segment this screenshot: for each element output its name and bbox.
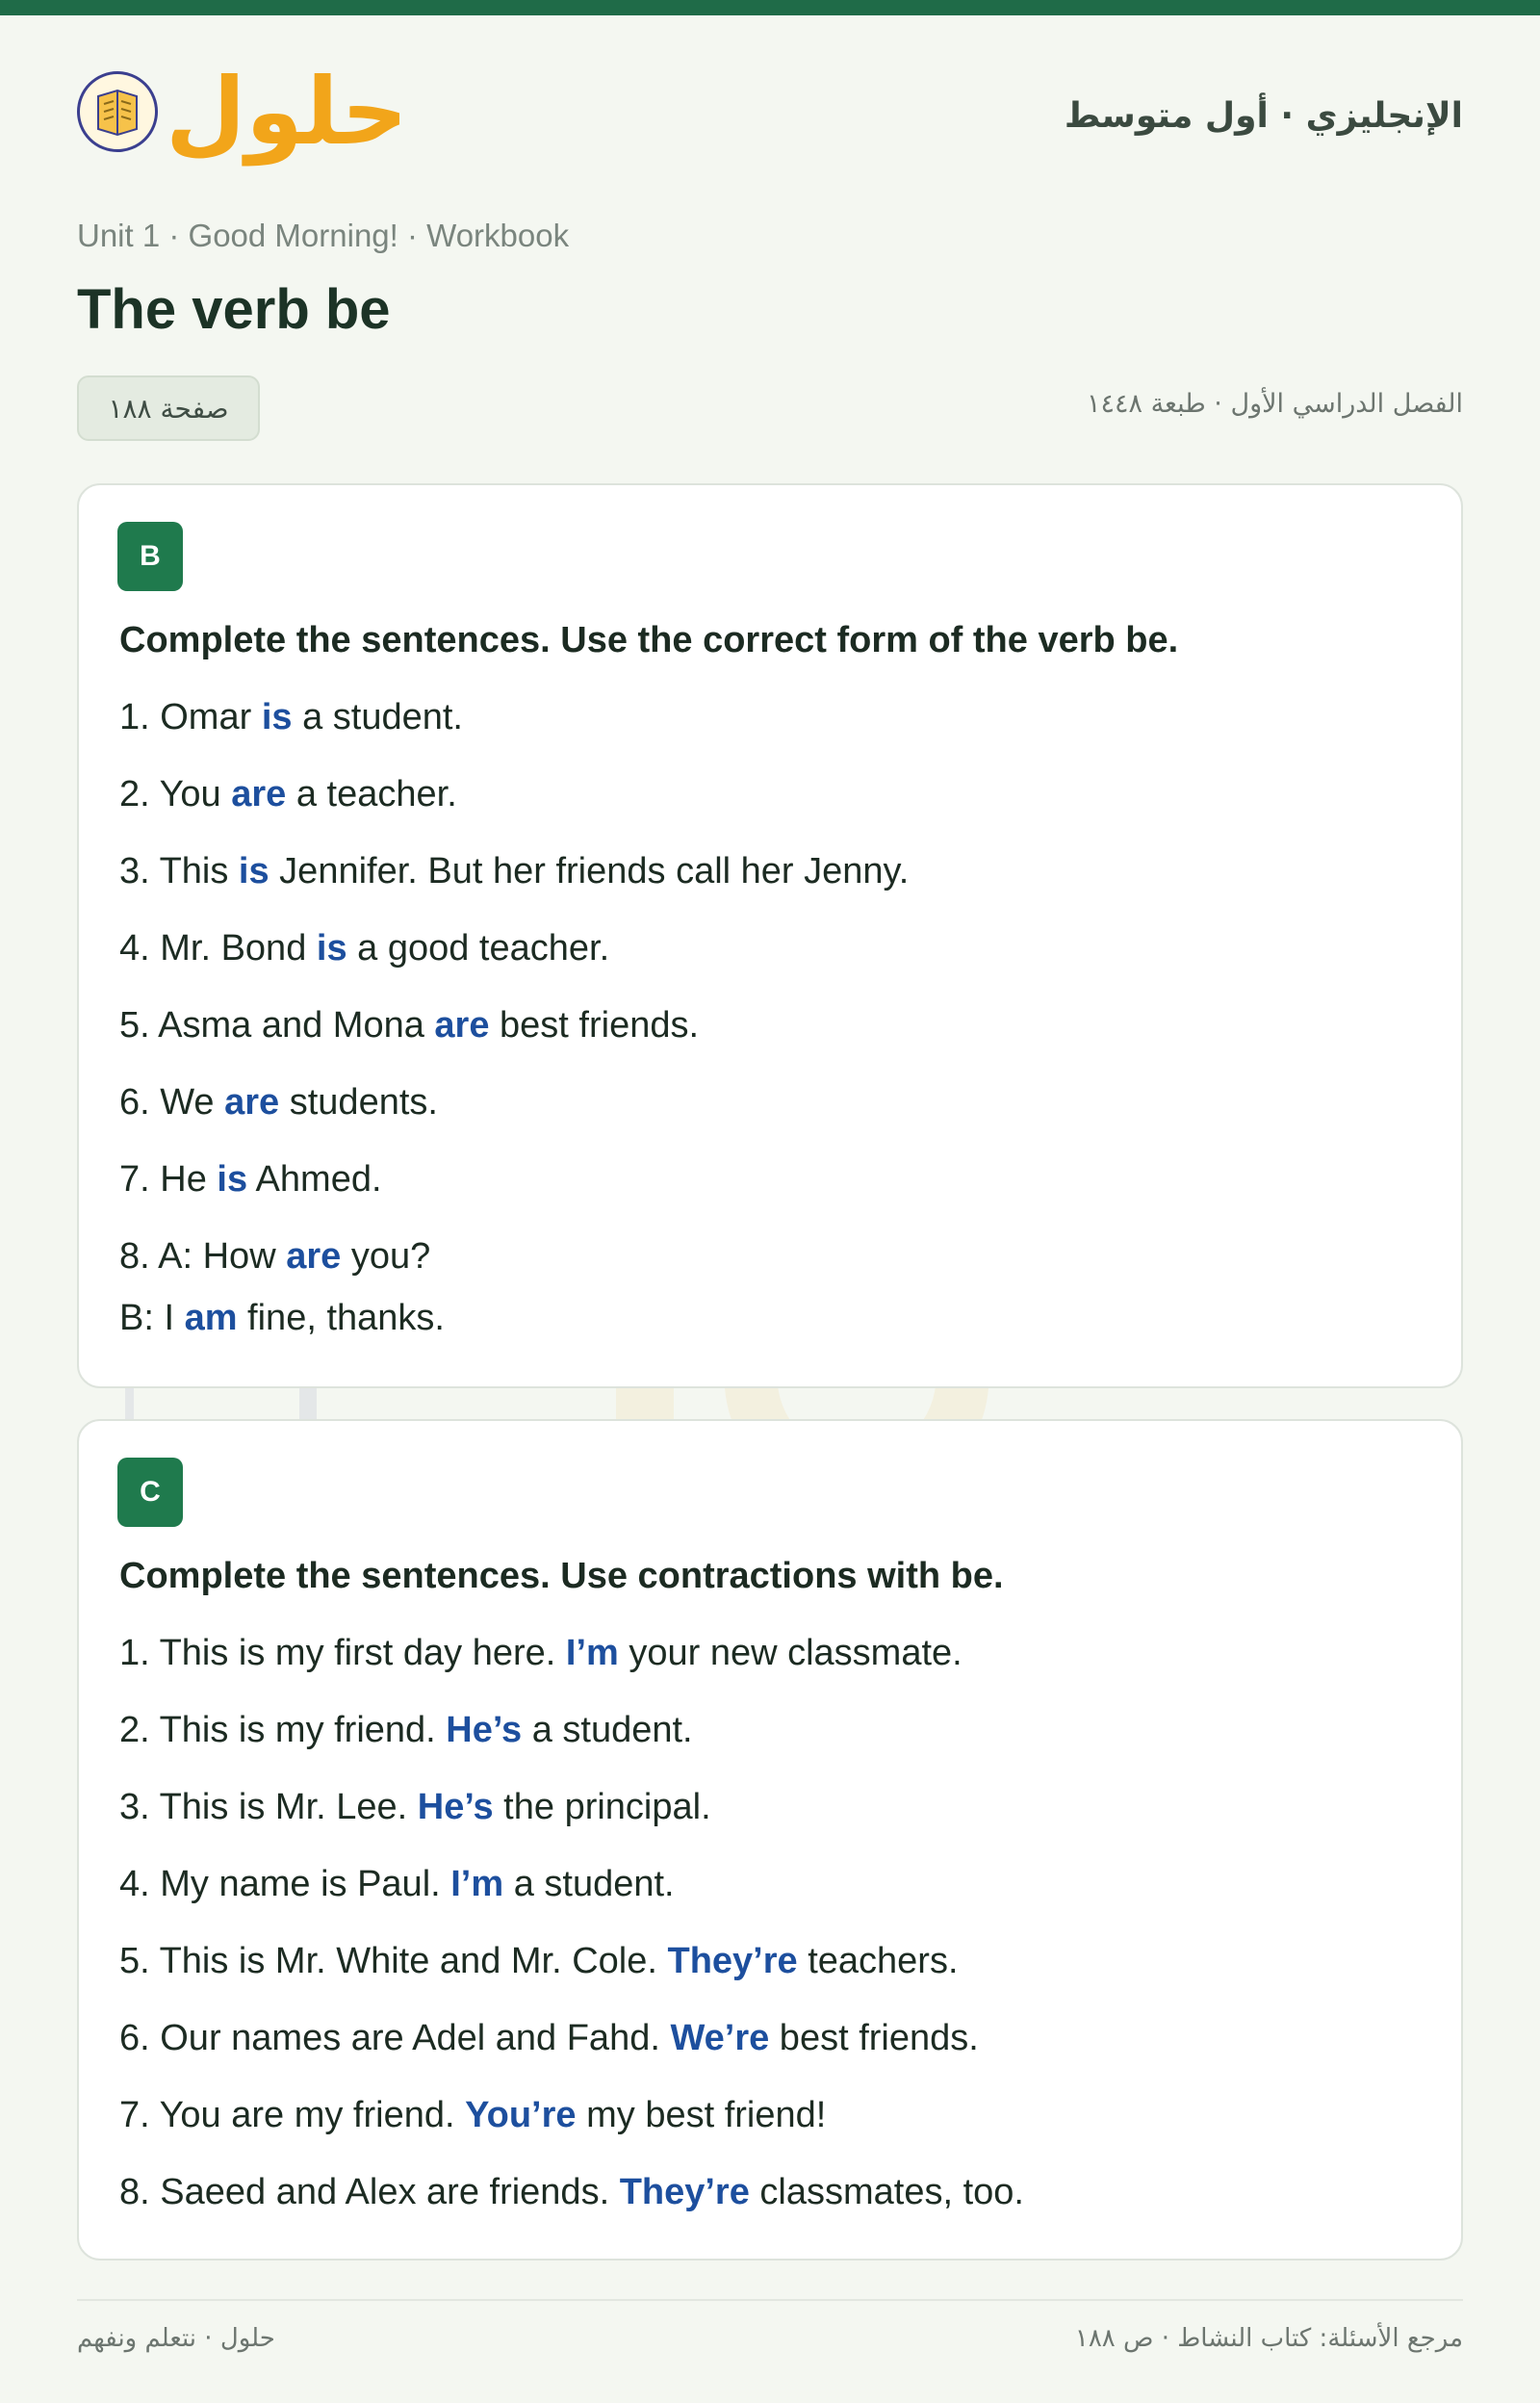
section-letter-badge: C	[117, 1458, 183, 1527]
site-logo[interactable]	[77, 58, 408, 166]
exercise-item: 4. My name is Paul. I’m a student.	[119, 1864, 675, 1904]
answer-text: is	[316, 928, 347, 969]
exercise-item-continuation: B: I am fine, thanks.	[119, 1298, 445, 1338]
answer-text: are	[286, 1236, 342, 1277]
answer-text: are	[224, 1082, 280, 1123]
exercise-item: 3. This is Jennifer. But her friends call her Jenny.	[119, 851, 910, 891]
breadcrumb: Unit 1 · Good Morning! · Workbook	[77, 218, 570, 253]
exercise-item: 8. Saeed and Alex are friends. They’re classmates, too.	[119, 2172, 1024, 2212]
subject-title: الإنجليزي · أول متوسط	[1064, 96, 1463, 136]
edition-info: الفصل الدراسي الأول · طبعة ١٤٤٨	[1086, 389, 1463, 419]
exercise-item: 2. You are a teacher.	[119, 774, 457, 814]
answer-text: We’re	[670, 2018, 770, 2058]
answer-text: He’s	[446, 1710, 523, 1750]
exercise-item: 6. We are students.	[119, 1082, 438, 1123]
footer-divider	[77, 2299, 1463, 2301]
answer-text: They’re	[619, 2172, 750, 2212]
answer-text: I’m	[450, 1864, 504, 1904]
exercise-item: 6. Our names are Adel and Fahd. We’re best friends.	[119, 2018, 979, 2058]
exercise-instruction: Complete the sentences. Use the correct form of the verb be.	[119, 620, 1179, 660]
answer-text: are	[231, 774, 287, 814]
page-title: The verb be	[77, 278, 391, 341]
exercise-instruction: Complete the sentences. Use contractions with be.	[119, 1556, 1004, 1596]
exercise-item: 4. Mr. Bond is a good teacher.	[119, 928, 610, 969]
footer-reference: مرجع الأسئلة: كتاب النشاط · ص ١٨٨	[1074, 2324, 1463, 2353]
page-number-badge: صفحة ١٨٨	[77, 375, 260, 441]
exercise-item: 3. This is Mr. Lee. He’s the principal.	[119, 1787, 711, 1827]
logo-text: حلول	[166, 58, 408, 166]
exercise-item: 7. You are my friend. You’re my best friend!	[119, 2095, 827, 2135]
exercise-item: 5. This is Mr. White and Mr. Cole. They’re teachers.	[119, 1941, 959, 1981]
exercise-card-c	[77, 1419, 1463, 2261]
exercise-item: 5. Asma and Mona are best friends.	[119, 1005, 700, 1046]
exercise-item: 1. This is my first day here. I’m your new classmate.	[119, 1633, 962, 1673]
exercise-item: 2. This is my friend. He’s a student.	[119, 1710, 693, 1750]
exercise-item: 8. A: How are you?	[119, 1236, 431, 1277]
answer-text: He’s	[417, 1787, 494, 1827]
exercise-item: 7. He is Ahmed.	[119, 1159, 382, 1200]
answer-text: You’re	[465, 2095, 577, 2135]
answer-text: are	[434, 1005, 490, 1046]
exercise-item: 1. Omar is a student.	[119, 697, 463, 737]
answer-text: is	[217, 1159, 248, 1200]
section-letter-badge: B	[117, 522, 183, 591]
answer-text: is	[261, 697, 293, 737]
footer-tagline: حلول · نتعلم ونفهم	[77, 2324, 275, 2353]
answer-text: is	[238, 851, 270, 891]
exercise-card-b	[77, 483, 1463, 1388]
top-accent-bar	[0, 0, 1540, 15]
book-icon	[77, 71, 158, 152]
answer-text: am	[184, 1298, 238, 1338]
answer-text: I’m	[565, 1633, 619, 1673]
answer-text: They’re	[667, 1941, 798, 1981]
